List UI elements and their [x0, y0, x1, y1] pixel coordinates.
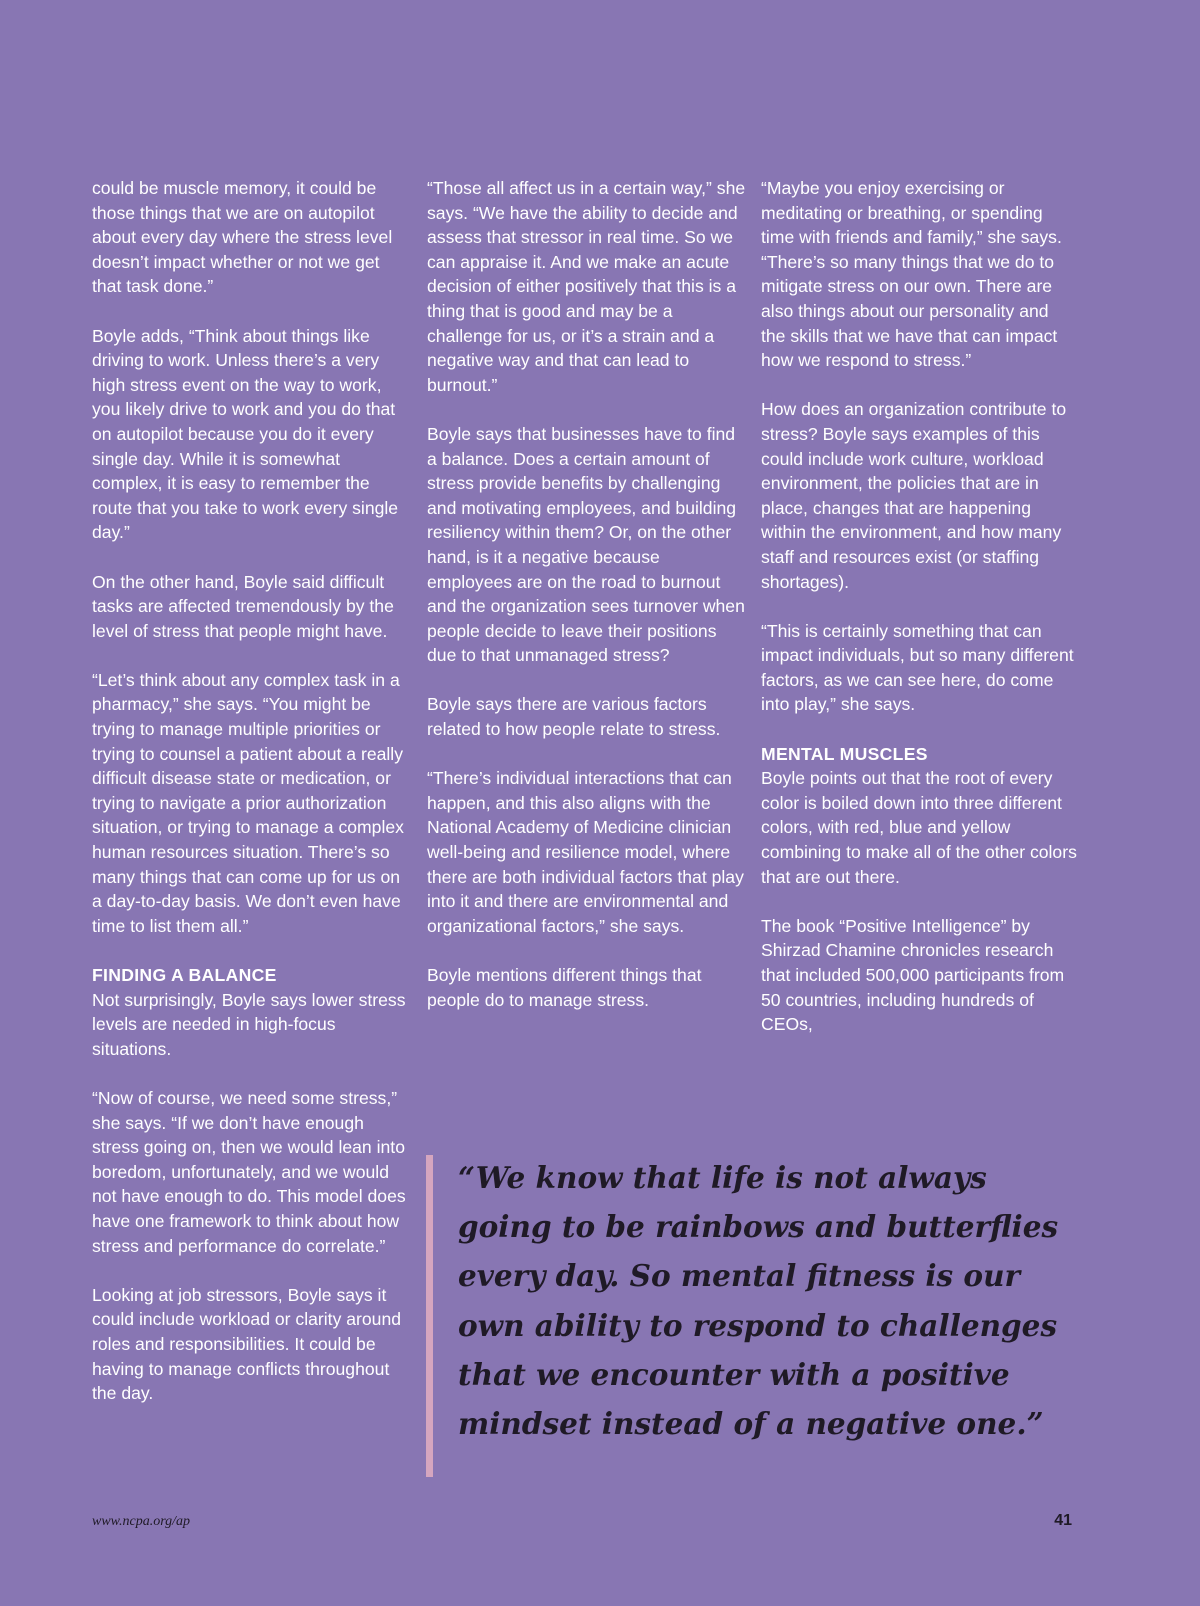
page-number: 41	[1054, 1512, 1072, 1529]
paragraph: “Those all affect us in a certain way,” she says. “We have the ability to decide and assess that stressor in real time. So we can appraise it. And we make an acute decision of either positively that this is a thing that is good and may be a challenge for us, or it’s a strain and a negative way and that can lead to burnout.”	[427, 178, 746, 395]
paragraph: Boyle says there are various factors related to how people relate to stress.	[427, 694, 721, 740]
article-column-2	[427, 176, 747, 1012]
article-column-3	[761, 176, 1077, 1037]
paragraph: Boyle points out that the root of every color is boiled down into three different colors, with red, blue and yellow combining to make all of the other colors that are out there.	[761, 768, 1077, 887]
paragraph: could be muscle memory, it could be those things that we are on autopilot about every day where the stress level doesn’t impact whether or not we get that task done.”	[92, 178, 393, 297]
paragraph: Looking at job stressors, Boyle says it could include workload or clarity around roles and responsibilities. It could be having to manage conflicts throughout the day.	[92, 1284, 402, 1404]
paragraph: “This is certainly something that can impact individuals, but so many different factors, as we can see here, do come into play,” she says.	[761, 620, 1074, 715]
pull-quote-text: “We know that life is not always going to be rainbows and butterflies every day. So mental fitness is our own ability to respond to challenges that we encounter with a positive mindset instead of a negative one.”	[458, 1160, 1059, 1442]
section-heading-finding-a-balance: FINDING A BALANCE	[92, 965, 277, 985]
paragraph: “Now of course, we need some stress,” she says. “If we don’t have enough stress going on, then we would lean into boredom, unfortunately, and we would not have enough to do. This model does have one framework to think about how stress and performance do correlate.”	[92, 1087, 406, 1256]
paragraph: Boyle adds, “Think about things like driving to work. Unless there’s a very high stress event on the way to work, you likely drive to work and you do that on autopilot because you do it every single day. While it is somewhat complex, it is easy to remember the route that you take to work every single day.”	[92, 325, 399, 543]
paragraph: How does an organization contribute to stress? Boyle says examples of this could include work culture, workload environment, the policies that are in place, changes that are happening within the environment, and how many staff and resources exist (or staffing shortages).	[761, 399, 1067, 592]
section-heading-mental-muscles: MENTAL MUSCLES	[761, 743, 928, 764]
pull-quote-bar	[426, 1155, 433, 1477]
paragraph: “There’s individual interactions that can happen, and this also aligns with the National Academy of Medicine clinician well-being and resilience model, where there are both individual factors that play into it and there are environmental and organizational factors,” she says.	[427, 768, 744, 936]
paragraph: Not surprisingly, Boyle says lower stress levels are needed in high-focus situations.	[92, 989, 406, 1059]
article-column-1	[92, 176, 408, 1406]
paragraph: “Let’s think about any complex task in a pharmacy,” she says. “You might be trying to manage multiple priorities or trying to counsel a patient about a really difficult disease state or medication, or trying to navigate a prior authorization situation, or trying to manage a complex human resources situation. There’s so many things that can come up for us on a day-to-day basis. We don’t even have time to list them all.”	[92, 669, 404, 936]
paragraph: The book “Positive Intelligence” by Shirzad Chamine chronicles research that included 500,000 participants from 50 countries, including hundreds of CEOs,	[761, 915, 1065, 1035]
footer-url: www.ncpa.org/ap	[92, 1514, 191, 1529]
paragraph: “Maybe you enjoy exercising or meditating or breathing, or spending time with friends and family,” she says. “There’s so many things that we do to mitigate stress on our own. There are also things about our personality and the skills that we have that can impact how we respond to stress.”	[761, 178, 1062, 371]
paragraph: On the other hand, Boyle said difficult tasks are affected tremendously by the level of stress that people might have.	[92, 571, 394, 641]
pull-quote	[426, 1153, 1086, 1477]
paragraph: Boyle mentions different things that people do to manage stress.	[427, 965, 702, 1010]
paragraph: Boyle says that businesses have to find a balance. Does a certain amount of stress provide benefits by challenging and motivating employees, and building resiliency within them? Or, on the other hand, is it a negative because employees are on the road to burnout and the organization sees turnover when people decide to leave their positions due to that unmanaged stress?	[427, 423, 745, 666]
